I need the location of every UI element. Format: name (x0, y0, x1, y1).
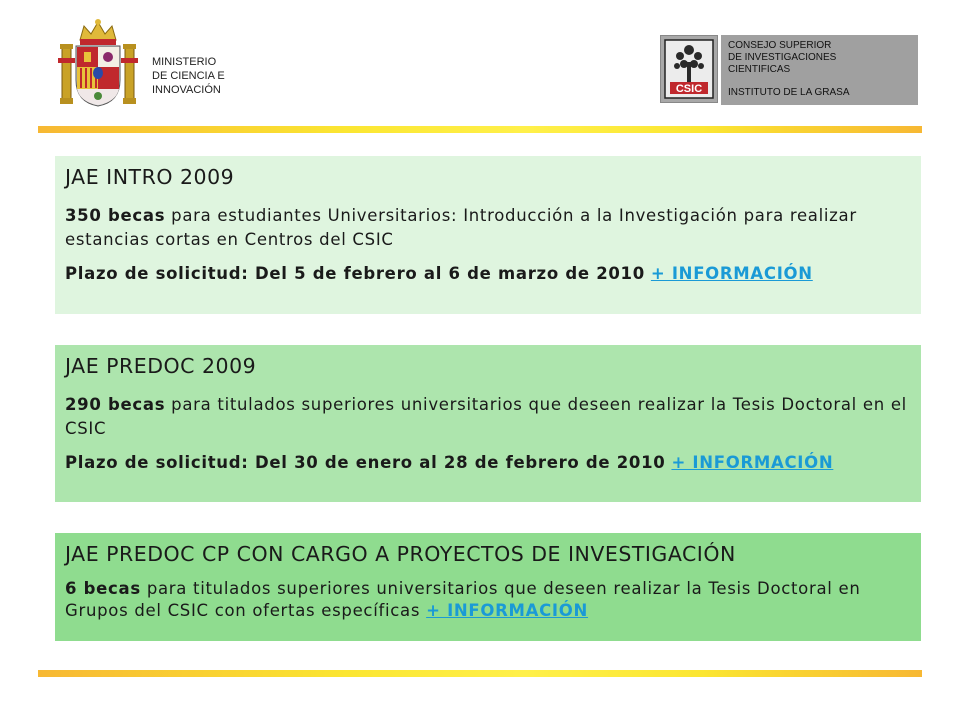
ministry-line: INNOVACIÓN (152, 84, 221, 96)
program-card-jae-predoc-cp (55, 533, 921, 641)
csic-logo-text: CSIC (675, 83, 703, 95)
bottom-divider (38, 670, 922, 677)
program-description (65, 204, 911, 252)
description-text: para titulados superiores universitarios que deseen realizar la Tesis Doctoral en Grupos del CSIC con ofertas específicas (65, 579, 861, 620)
program-title: JAE PREDOC 2009 (65, 354, 257, 378)
ministry-line: DE CIENCIA E (152, 70, 225, 82)
description-text: para estudiantes Universitarios: Introducción a la Investigación para realizar estancias cortas en Centros del CSIC (65, 206, 857, 249)
program-title: JAE PREDOC CP CON CARGO A PROYECTOS DE INVESTIGACIÓN (65, 542, 736, 566)
description-text: para titulados superiores universitarios que deseen realizar la Tesis Doctoral en el CSIC (65, 395, 907, 438)
top-divider (38, 126, 922, 133)
grant-count: 290 becas (65, 395, 166, 414)
csic-name (728, 40, 913, 99)
program-title: JAE INTRO 2009 (65, 165, 235, 189)
more-info-link[interactable]: + INFORMACIÓN (650, 264, 813, 283)
grant-count: 350 becas (65, 206, 166, 225)
more-info-link[interactable]: + INFORMACIÓN (426, 601, 589, 620)
program-card-jae-intro (55, 156, 921, 314)
more-info-link[interactable]: + INFORMACIÓN (671, 453, 834, 472)
csic-line: CIENTIFICAS (728, 64, 791, 75)
program-deadline (65, 262, 911, 286)
ministry-name (152, 55, 262, 97)
spain-coat-of-arms-logo (58, 18, 138, 110)
csic-line: CONSEJO SUPERIOR (728, 40, 832, 51)
program-description (65, 578, 911, 622)
program-card-jae-predoc (55, 345, 921, 502)
deadline-text: Plazo de solicitud: Del 30 de enero al 28 de febrero de 2010 (65, 453, 666, 472)
deadline-text: Plazo de solicitud: Del 5 de febrero al 6 de marzo de 2010 (65, 264, 645, 283)
program-description (65, 393, 911, 441)
grant-count: 6 becas (65, 579, 141, 598)
csic-line: DE INVESTIGACIONES (728, 52, 837, 63)
ministry-line: MINISTERIO (152, 56, 217, 68)
institute-name: INSTITUTO DE LA GRASA (728, 87, 850, 98)
program-deadline (65, 451, 911, 475)
csic-logo (660, 35, 718, 103)
